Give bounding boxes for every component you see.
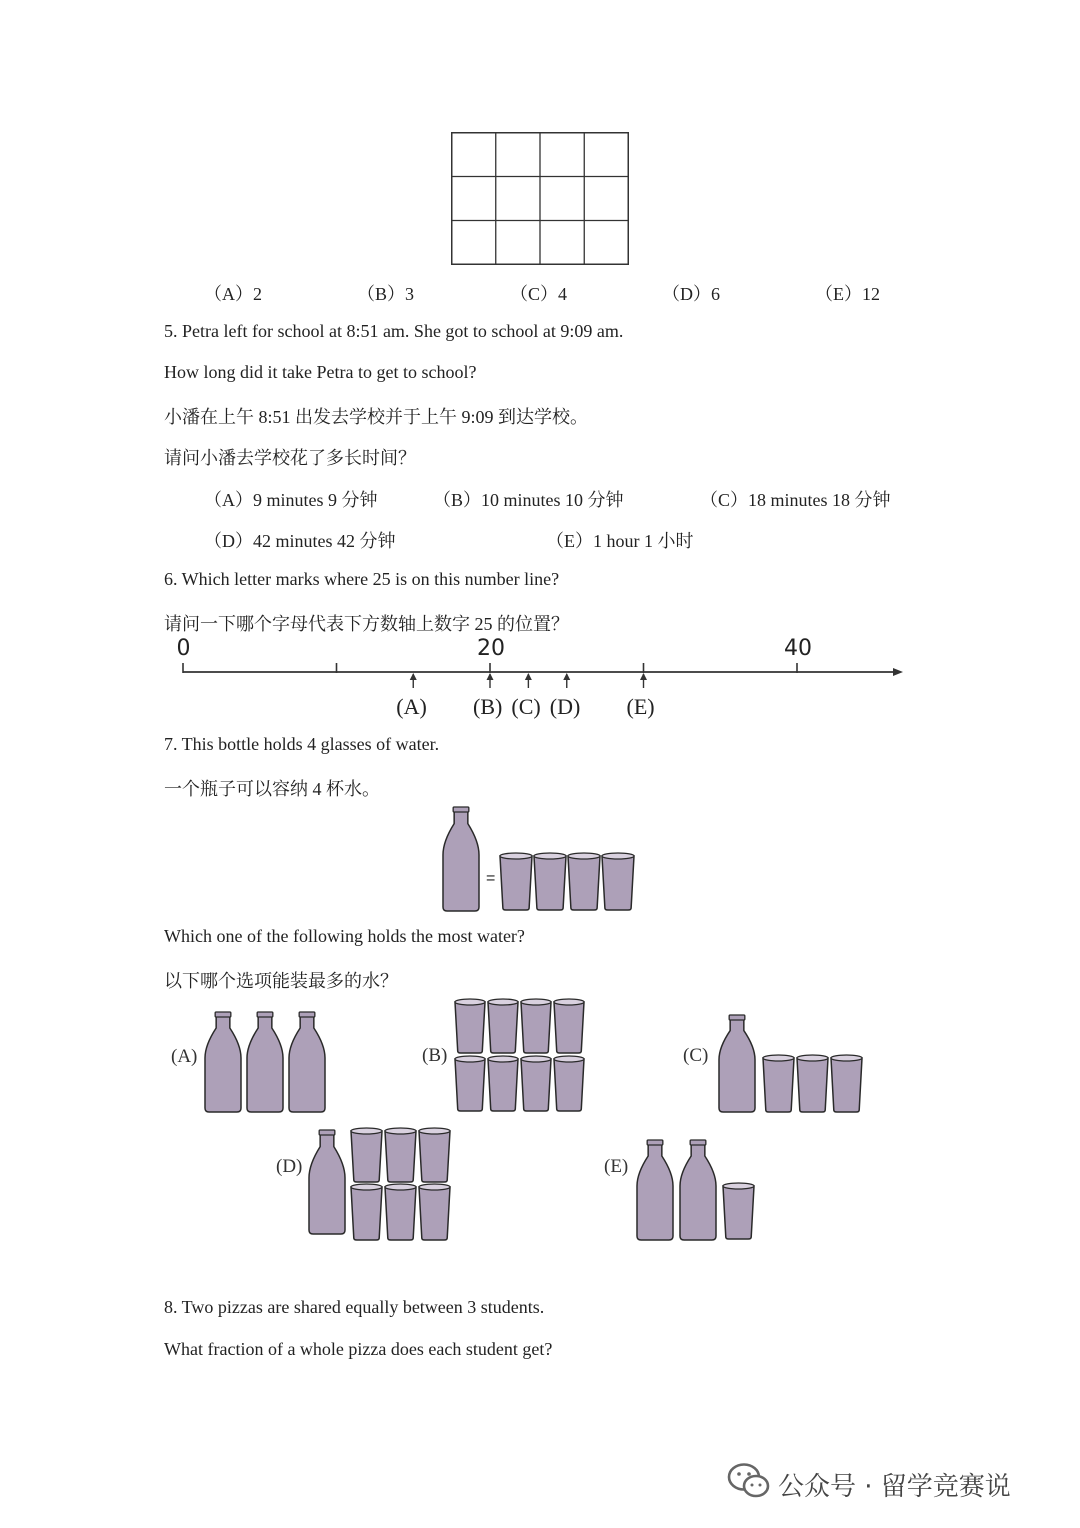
number-line-arrowhead (893, 668, 903, 676)
q8-question-en: 8. Two pizzas are shared equally between 3 students. (164, 1297, 545, 1317)
bottle-icon (443, 809, 479, 911)
number-line-marker-arrowhead (640, 673, 647, 680)
bottle-cap (215, 1012, 231, 1017)
glass-rim (797, 1055, 828, 1061)
glass-rim (568, 853, 600, 859)
number-line-tick-label: 40 (784, 636, 812, 661)
glass-icon (351, 1187, 382, 1240)
bottle-cap (453, 807, 469, 812)
choice-c-picture (717, 1013, 867, 1114)
glass-icon (500, 856, 532, 910)
bottle-icon (637, 1142, 673, 1240)
equals-sign: = (486, 870, 496, 887)
q4-option-c: （C）4 (510, 284, 568, 304)
glass-icon (521, 1059, 551, 1111)
glass-rim (831, 1055, 862, 1061)
choice-e-label: (E) (604, 1156, 629, 1177)
glass-rim (419, 1128, 450, 1134)
q4-option-e: （E）12 (815, 284, 880, 304)
q5-question-zh: 小潘在上午 8:51 出发去学校并于上午 9:09 到达学校。 (164, 407, 588, 427)
q5-option-b: （B）10 minutes 10 分钟 (433, 490, 624, 510)
glass-icon (831, 1058, 862, 1112)
number-line-marker-arrowhead (525, 673, 532, 680)
glass-rim (419, 1184, 450, 1190)
glass-rim (723, 1183, 754, 1189)
bottle-cap (729, 1015, 745, 1020)
glass-rim (385, 1184, 416, 1190)
bottle-icon (247, 1014, 283, 1112)
glass-icon (797, 1058, 828, 1112)
glass-rim (534, 853, 566, 859)
glass-icon (568, 856, 600, 910)
number-line-marker-label: (C) (511, 694, 541, 719)
q7-question-en: 7. This bottle holds 4 glasses of water. (164, 734, 440, 754)
q5-question-en: 5. Petra left for school at 8:51 am. She got to school at 9:09 am. (164, 321, 624, 341)
bottle-icon (309, 1132, 345, 1234)
bottle-icon (719, 1017, 755, 1112)
glass-icon (763, 1058, 794, 1112)
bottle-icon (680, 1142, 716, 1240)
glass-rim (521, 999, 551, 1005)
glass-icon (385, 1187, 416, 1240)
bottle-cap (647, 1140, 663, 1145)
glass-icon (385, 1131, 416, 1182)
number-line-marker-label: (E) (626, 694, 655, 719)
glass-icon (534, 856, 566, 910)
q5-option-a: （A）9 minutes 9 分钟 (204, 490, 378, 510)
glass-rim (455, 1056, 485, 1062)
glass-icon (554, 1059, 584, 1111)
glass-icon (488, 1059, 518, 1111)
glass-icon (488, 1002, 518, 1053)
q7-question-en-2: Which one of the following holds the most water? (164, 926, 525, 946)
choice-b-label: (B) (422, 1045, 448, 1066)
glass-icon (351, 1131, 382, 1182)
q8-question-en-2: What fraction of a whole pizza does each student get? (164, 1339, 553, 1359)
q5-question-en-2: How long did it take Petra to get to school? (164, 362, 477, 382)
number-line-tick-label: 0 (176, 636, 191, 661)
glass-rim (554, 1056, 584, 1062)
q4-grid (451, 132, 629, 265)
q6-question-zh: 请问一下哪个字母代表下方数轴上数字 25 的位置？ (164, 614, 569, 634)
q4-option-b: （B）3 (357, 284, 415, 304)
q4-option-d: （D）6 (662, 284, 720, 304)
glass-icon (723, 1186, 754, 1239)
q6-question-en: 6. Which letter marks where 25 is on this number line? (164, 569, 560, 589)
choice-c-label: (C) (683, 1045, 709, 1066)
glass-icon (419, 1187, 450, 1240)
bottle-cap (257, 1012, 273, 1017)
q5-option-e: （E）1 hour 1 小时 (546, 531, 694, 551)
glass-rim (455, 999, 485, 1005)
glass-icon (455, 1059, 485, 1111)
watermark-text: 公众号 · 留学竞赛说 (778, 1472, 1011, 1502)
bottle-cap (690, 1140, 706, 1145)
glass-icon (602, 856, 634, 910)
q4-option-a: （A）2 (204, 284, 262, 304)
glass-rim (500, 853, 532, 859)
choice-a-picture (203, 1010, 333, 1114)
q7-question-zh: 一个瓶子可以容纳 4 杯水。 (164, 779, 380, 799)
glass-icon (521, 1002, 551, 1053)
number-line-marker-arrowhead (487, 673, 494, 680)
glass-icon (455, 1002, 485, 1053)
wechat-icon (727, 1462, 771, 1500)
glass-icon (554, 1002, 584, 1053)
number-line-tick-label: 20 (477, 636, 505, 661)
bottle-icon (205, 1014, 241, 1112)
glass-rim (351, 1184, 382, 1190)
glass-rim (351, 1128, 382, 1134)
glass-rim (554, 999, 584, 1005)
number-line-marker-label: (B) (473, 694, 503, 719)
choice-b-picture (453, 997, 593, 1115)
number-line-marker-arrowhead (563, 673, 570, 680)
q7-question-zh-2: 以下哪个选项能装最多的水？ (164, 971, 398, 991)
glass-rim (763, 1055, 794, 1061)
bottle-cap (319, 1130, 335, 1135)
choice-e-picture (635, 1138, 760, 1242)
q5-option-c: （C）18 minutes 18 分钟 (700, 490, 891, 510)
q7-example-picture (440, 805, 640, 913)
bottle-cap (299, 1012, 315, 1017)
choice-a-label: (A) (171, 1046, 198, 1067)
number-line-marker-arrowhead (410, 673, 417, 680)
number-line-marker-label: (A) (396, 694, 427, 719)
glass-rim (488, 999, 518, 1005)
number-line-marker-label: (D) (549, 694, 581, 719)
q5-option-d: （D）42 minutes 42 分钟 (204, 531, 396, 551)
glass-rim (602, 853, 634, 859)
glass-rim (385, 1128, 416, 1134)
glass-icon (419, 1131, 450, 1182)
glass-rim (521, 1056, 551, 1062)
bottle-icon (289, 1014, 325, 1112)
q5-question-zh-2: 请问小潘去学校花了多长时间？ (164, 448, 416, 468)
choice-d-label: (D) (276, 1156, 303, 1177)
glass-rim (488, 1056, 518, 1062)
choice-d-picture (307, 1126, 455, 1244)
